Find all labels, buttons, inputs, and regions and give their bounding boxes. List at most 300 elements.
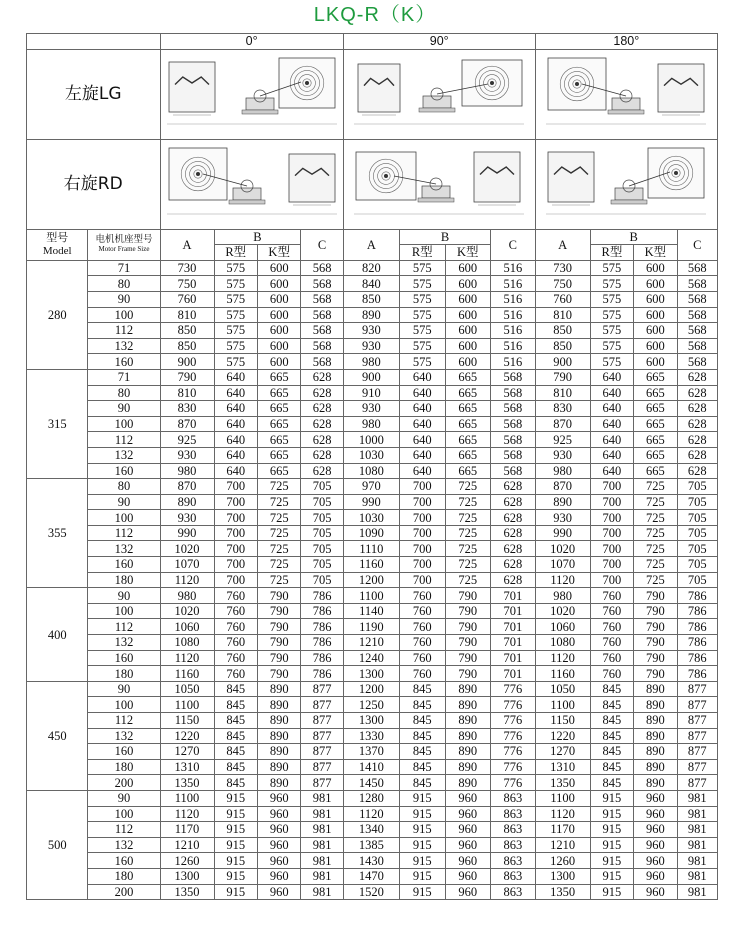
value-cell: 725	[445, 572, 491, 588]
value-cell: 725	[634, 525, 677, 541]
value-cell: 877	[677, 744, 717, 760]
value-cell: 1020	[160, 603, 214, 619]
value-cell: 1350	[160, 775, 214, 791]
value-cell: 877	[677, 728, 717, 744]
value-cell: 1200	[343, 681, 399, 697]
col-r-header-90: R型	[399, 245, 445, 261]
value-cell: 981	[301, 837, 343, 853]
value-cell: 516	[491, 323, 536, 339]
value-cell: 640	[590, 401, 633, 417]
value-cell: 760	[399, 603, 445, 619]
value-cell: 915	[214, 853, 257, 869]
value-cell: 786	[301, 588, 343, 604]
value-cell: 960	[257, 822, 300, 838]
value-cell: 705	[677, 494, 717, 510]
value-cell: 1310	[535, 759, 590, 775]
value-cell: 877	[677, 759, 717, 775]
value-cell: 705	[301, 572, 343, 588]
value-cell: 915	[590, 790, 633, 806]
value-cell: 568	[301, 291, 343, 307]
value-cell: 725	[634, 494, 677, 510]
model-cell: 355	[27, 479, 88, 588]
value-cell: 760	[399, 619, 445, 635]
value-cell: 760	[214, 666, 257, 682]
page-title: LKQ-R（K）	[313, 4, 437, 26]
value-cell: 776	[491, 697, 536, 713]
value-cell: 568	[301, 260, 343, 276]
value-cell: 600	[445, 260, 491, 276]
value-cell: 960	[634, 837, 677, 853]
value-cell: 600	[445, 276, 491, 292]
value-cell: 915	[590, 822, 633, 838]
value-cell: 930	[343, 401, 399, 417]
frame-size-cell: 112	[88, 323, 160, 339]
table-row	[27, 338, 718, 354]
value-cell: 640	[590, 369, 633, 385]
value-cell: 845	[399, 697, 445, 713]
value-cell: 915	[399, 853, 445, 869]
value-cell: 900	[343, 369, 399, 385]
value-cell: 665	[634, 416, 677, 432]
table-row	[27, 510, 718, 526]
diagram-lg-180	[535, 49, 717, 139]
value-cell: 1470	[343, 868, 399, 884]
value-cell: 990	[160, 525, 214, 541]
value-cell: 701	[491, 588, 536, 604]
value-cell: 890	[445, 744, 491, 760]
value-cell: 600	[634, 276, 677, 292]
value-cell: 575	[590, 354, 633, 370]
frame-size-cell: 160	[88, 744, 160, 760]
value-cell: 575	[399, 307, 445, 323]
frame-size-cell: 90	[88, 588, 160, 604]
value-cell: 870	[535, 416, 590, 432]
value-cell: 850	[160, 323, 214, 339]
value-cell: 863	[491, 853, 536, 869]
table-row	[27, 479, 718, 495]
value-cell: 1430	[343, 853, 399, 869]
value-cell: 701	[491, 635, 536, 651]
value-cell: 960	[634, 806, 677, 822]
value-cell: 790	[445, 650, 491, 666]
value-cell: 863	[491, 790, 536, 806]
frame-size-cell: 160	[88, 354, 160, 370]
value-cell: 1120	[160, 572, 214, 588]
angle-0-header: 0°	[160, 34, 343, 50]
value-cell: 730	[160, 260, 214, 276]
value-cell: 600	[445, 354, 491, 370]
value-cell: 863	[491, 868, 536, 884]
value-cell: 568	[491, 401, 536, 417]
value-cell: 760	[214, 588, 257, 604]
value-cell: 600	[634, 338, 677, 354]
value-cell: 1410	[343, 759, 399, 775]
value-cell: 628	[301, 447, 343, 463]
value-cell: 915	[399, 868, 445, 884]
value-cell: 575	[399, 338, 445, 354]
value-cell: 760	[399, 650, 445, 666]
value-cell: 628	[491, 510, 536, 526]
value-cell: 760	[399, 635, 445, 651]
value-cell: 575	[399, 291, 445, 307]
value-cell: 850	[535, 338, 590, 354]
table-row	[27, 666, 718, 682]
value-cell: 705	[301, 541, 343, 557]
table-row	[27, 291, 718, 307]
value-cell: 568	[677, 323, 717, 339]
value-cell: 665	[257, 447, 300, 463]
diagram-rd-90	[343, 139, 535, 229]
frame-size-cell: 180	[88, 759, 160, 775]
value-cell: 915	[214, 884, 257, 900]
value-cell: 925	[535, 432, 590, 448]
value-cell: 665	[634, 432, 677, 448]
value-cell: 1210	[160, 837, 214, 853]
frame-size-cell: 112	[88, 525, 160, 541]
value-cell: 568	[677, 354, 717, 370]
value-cell: 820	[343, 260, 399, 276]
value-cell: 776	[491, 775, 536, 791]
table-row	[27, 697, 718, 713]
value-cell: 600	[634, 354, 677, 370]
value-cell: 600	[257, 323, 300, 339]
value-cell: 830	[160, 401, 214, 417]
frame-size-cell: 80	[88, 385, 160, 401]
value-cell: 960	[445, 822, 491, 838]
value-cell: 568	[677, 307, 717, 323]
value-cell: 930	[535, 510, 590, 526]
value-cell: 870	[160, 479, 214, 495]
value-cell: 1120	[535, 572, 590, 588]
value-cell: 575	[214, 291, 257, 307]
value-cell: 877	[677, 697, 717, 713]
value-cell: 790	[445, 588, 491, 604]
value-cell: 705	[301, 510, 343, 526]
value-cell: 725	[257, 510, 300, 526]
value-cell: 700	[590, 494, 633, 510]
value-cell: 915	[590, 837, 633, 853]
value-cell: 1200	[343, 572, 399, 588]
model-header-en: Model	[42, 244, 72, 257]
value-cell: 640	[590, 432, 633, 448]
value-cell: 790	[257, 666, 300, 682]
value-cell: 665	[445, 447, 491, 463]
value-cell: 790	[445, 619, 491, 635]
col-k-header-90: K型	[445, 245, 491, 261]
direction-row-lg	[27, 49, 718, 139]
col-c-header-180: C	[677, 229, 717, 260]
value-cell: 1020	[160, 541, 214, 557]
frame-size-cell: 80	[88, 276, 160, 292]
value-cell: 628	[301, 432, 343, 448]
table-row	[27, 681, 718, 697]
value-cell: 568	[677, 260, 717, 276]
value-cell: 1260	[535, 853, 590, 869]
table-row	[27, 884, 718, 900]
table-row	[27, 307, 718, 323]
value-cell: 981	[301, 806, 343, 822]
value-cell: 725	[257, 557, 300, 573]
value-cell: 915	[214, 806, 257, 822]
value-cell: 600	[257, 307, 300, 323]
value-cell: 516	[491, 354, 536, 370]
value-cell: 890	[634, 728, 677, 744]
value-cell: 640	[214, 447, 257, 463]
value-cell: 845	[590, 728, 633, 744]
value-cell: 575	[214, 307, 257, 323]
frame-size-cell: 71	[88, 369, 160, 385]
value-cell: 628	[301, 385, 343, 401]
value-cell: 925	[160, 432, 214, 448]
value-cell: 1050	[160, 681, 214, 697]
diagram-lg-0	[160, 49, 343, 139]
value-cell: 575	[214, 323, 257, 339]
value-cell: 845	[214, 775, 257, 791]
value-cell: 568	[301, 323, 343, 339]
value-cell: 981	[677, 822, 717, 838]
value-cell: 1300	[343, 713, 399, 729]
value-cell: 640	[399, 416, 445, 432]
value-cell: 628	[677, 369, 717, 385]
value-cell: 701	[491, 650, 536, 666]
col-k-header-0: K型	[257, 245, 300, 261]
value-cell: 628	[677, 385, 717, 401]
value-cell: 575	[214, 354, 257, 370]
value-cell: 915	[399, 837, 445, 853]
value-cell: 1070	[160, 557, 214, 573]
value-cell: 750	[535, 276, 590, 292]
value-cell: 830	[535, 401, 590, 417]
value-cell: 1060	[160, 619, 214, 635]
value-cell: 628	[677, 463, 717, 479]
value-cell: 1300	[343, 666, 399, 682]
value-cell: 960	[445, 884, 491, 900]
value-cell: 981	[677, 884, 717, 900]
value-cell: 700	[590, 541, 633, 557]
value-cell: 960	[257, 790, 300, 806]
value-cell: 786	[301, 619, 343, 635]
value-cell: 700	[590, 525, 633, 541]
value-cell: 760	[590, 635, 633, 651]
value-cell: 915	[590, 806, 633, 822]
table-row	[27, 650, 718, 666]
table-row	[27, 369, 718, 385]
value-cell: 960	[634, 853, 677, 869]
value-cell: 890	[445, 759, 491, 775]
value-cell: 890	[343, 307, 399, 323]
value-cell: 863	[491, 837, 536, 853]
value-cell: 845	[399, 713, 445, 729]
value-cell: 890	[535, 494, 590, 510]
value-cell: 628	[491, 541, 536, 557]
table-row	[27, 853, 718, 869]
diagram-rd-180	[535, 139, 717, 229]
value-cell: 790	[257, 650, 300, 666]
value-cell: 1220	[160, 728, 214, 744]
value-cell: 700	[214, 541, 257, 557]
value-cell: 705	[677, 541, 717, 557]
value-cell: 786	[677, 603, 717, 619]
value-cell: 850	[343, 291, 399, 307]
value-cell: 786	[301, 666, 343, 682]
value-cell: 665	[257, 416, 300, 432]
value-cell: 628	[301, 463, 343, 479]
value-cell: 790	[535, 369, 590, 385]
value-cell: 568	[491, 463, 536, 479]
value-cell: 665	[445, 401, 491, 417]
value-cell: 890	[257, 744, 300, 760]
value-cell: 1250	[343, 697, 399, 713]
value-cell: 600	[634, 260, 677, 276]
value-cell: 700	[214, 572, 257, 588]
value-cell: 725	[634, 572, 677, 588]
table-row	[27, 276, 718, 292]
value-cell: 1280	[343, 790, 399, 806]
value-cell: 600	[445, 291, 491, 307]
col-a-header-90: A	[343, 229, 399, 260]
value-cell: 628	[491, 525, 536, 541]
model-header-cn: 型号	[46, 231, 69, 244]
value-cell: 705	[677, 479, 717, 495]
value-cell: 1080	[535, 635, 590, 651]
table-row	[27, 494, 718, 510]
value-cell: 1020	[535, 541, 590, 557]
value-cell: 640	[590, 447, 633, 463]
value-cell: 1060	[535, 619, 590, 635]
value-cell: 845	[399, 728, 445, 744]
table-row	[27, 385, 718, 401]
value-cell: 700	[399, 541, 445, 557]
value-cell: 960	[445, 868, 491, 884]
value-cell: 760	[160, 291, 214, 307]
value-cell: 786	[301, 635, 343, 651]
value-cell: 981	[677, 837, 717, 853]
value-cell: 845	[214, 759, 257, 775]
col-r-header-180: R型	[590, 245, 633, 261]
model-cell: 315	[27, 369, 88, 478]
value-cell: 1220	[535, 728, 590, 744]
value-cell: 890	[257, 697, 300, 713]
value-cell: 877	[301, 697, 343, 713]
value-cell: 600	[257, 338, 300, 354]
table-row	[27, 775, 718, 791]
value-cell: 915	[399, 806, 445, 822]
value-cell: 600	[257, 276, 300, 292]
value-cell: 1090	[343, 525, 399, 541]
col-b-header-90: B	[399, 229, 490, 245]
value-cell: 890	[634, 713, 677, 729]
value-cell: 1340	[343, 822, 399, 838]
value-cell: 516	[491, 291, 536, 307]
frame-size-cell: 90	[88, 494, 160, 510]
value-cell: 725	[445, 494, 491, 510]
value-cell: 1300	[160, 868, 214, 884]
value-cell: 760	[590, 619, 633, 635]
value-cell: 960	[445, 853, 491, 869]
value-cell: 845	[590, 697, 633, 713]
model-cell: 280	[27, 260, 88, 369]
value-cell: 970	[343, 479, 399, 495]
value-cell: 960	[634, 822, 677, 838]
value-cell: 665	[445, 385, 491, 401]
value-cell: 725	[445, 525, 491, 541]
frame-size-cell: 100	[88, 510, 160, 526]
angle-180-header: 180°	[535, 34, 717, 50]
value-cell: 568	[491, 432, 536, 448]
value-cell: 981	[677, 853, 717, 869]
value-cell: 990	[535, 525, 590, 541]
value-cell: 628	[677, 416, 717, 432]
value-cell: 600	[257, 260, 300, 276]
value-cell: 725	[257, 479, 300, 495]
value-cell: 725	[634, 541, 677, 557]
value-cell: 1070	[535, 557, 590, 573]
value-cell: 1030	[343, 510, 399, 526]
value-cell: 640	[399, 401, 445, 417]
value-cell: 575	[590, 276, 633, 292]
value-cell: 810	[535, 385, 590, 401]
value-cell: 640	[399, 432, 445, 448]
value-cell: 790	[257, 603, 300, 619]
value-cell: 665	[445, 463, 491, 479]
value-cell: 575	[214, 338, 257, 354]
value-cell: 1020	[535, 603, 590, 619]
value-cell: 980	[343, 354, 399, 370]
value-cell: 890	[445, 697, 491, 713]
frame-size-cell: 160	[88, 853, 160, 869]
value-cell: 640	[399, 447, 445, 463]
value-cell: 640	[214, 432, 257, 448]
value-cell: 790	[634, 603, 677, 619]
value-cell: 810	[535, 307, 590, 323]
value-cell: 890	[257, 681, 300, 697]
value-cell: 701	[491, 666, 536, 682]
value-cell: 700	[214, 494, 257, 510]
value-cell: 790	[634, 635, 677, 651]
value-cell: 1160	[535, 666, 590, 682]
value-cell: 863	[491, 806, 536, 822]
value-cell: 790	[634, 588, 677, 604]
value-cell: 960	[634, 790, 677, 806]
value-cell: 760	[590, 603, 633, 619]
value-cell: 890	[257, 728, 300, 744]
value-cell: 640	[214, 401, 257, 417]
value-cell: 600	[634, 291, 677, 307]
value-cell: 575	[399, 276, 445, 292]
value-cell: 845	[399, 759, 445, 775]
value-cell: 730	[535, 260, 590, 276]
table-row	[27, 619, 718, 635]
table-row	[27, 635, 718, 651]
value-cell: 786	[677, 650, 717, 666]
value-cell: 980	[160, 588, 214, 604]
value-cell: 930	[343, 338, 399, 354]
value-cell: 705	[301, 525, 343, 541]
value-cell: 568	[491, 385, 536, 401]
col-b-header-0: B	[214, 229, 301, 245]
value-cell: 930	[160, 447, 214, 463]
table-row	[27, 541, 718, 557]
value-cell: 640	[214, 369, 257, 385]
value-cell: 600	[445, 323, 491, 339]
value-cell: 575	[590, 338, 633, 354]
value-cell: 845	[399, 744, 445, 760]
table-row	[27, 806, 718, 822]
table-row	[27, 354, 718, 370]
value-cell: 575	[214, 260, 257, 276]
value-cell: 665	[445, 432, 491, 448]
value-cell: 760	[590, 588, 633, 604]
